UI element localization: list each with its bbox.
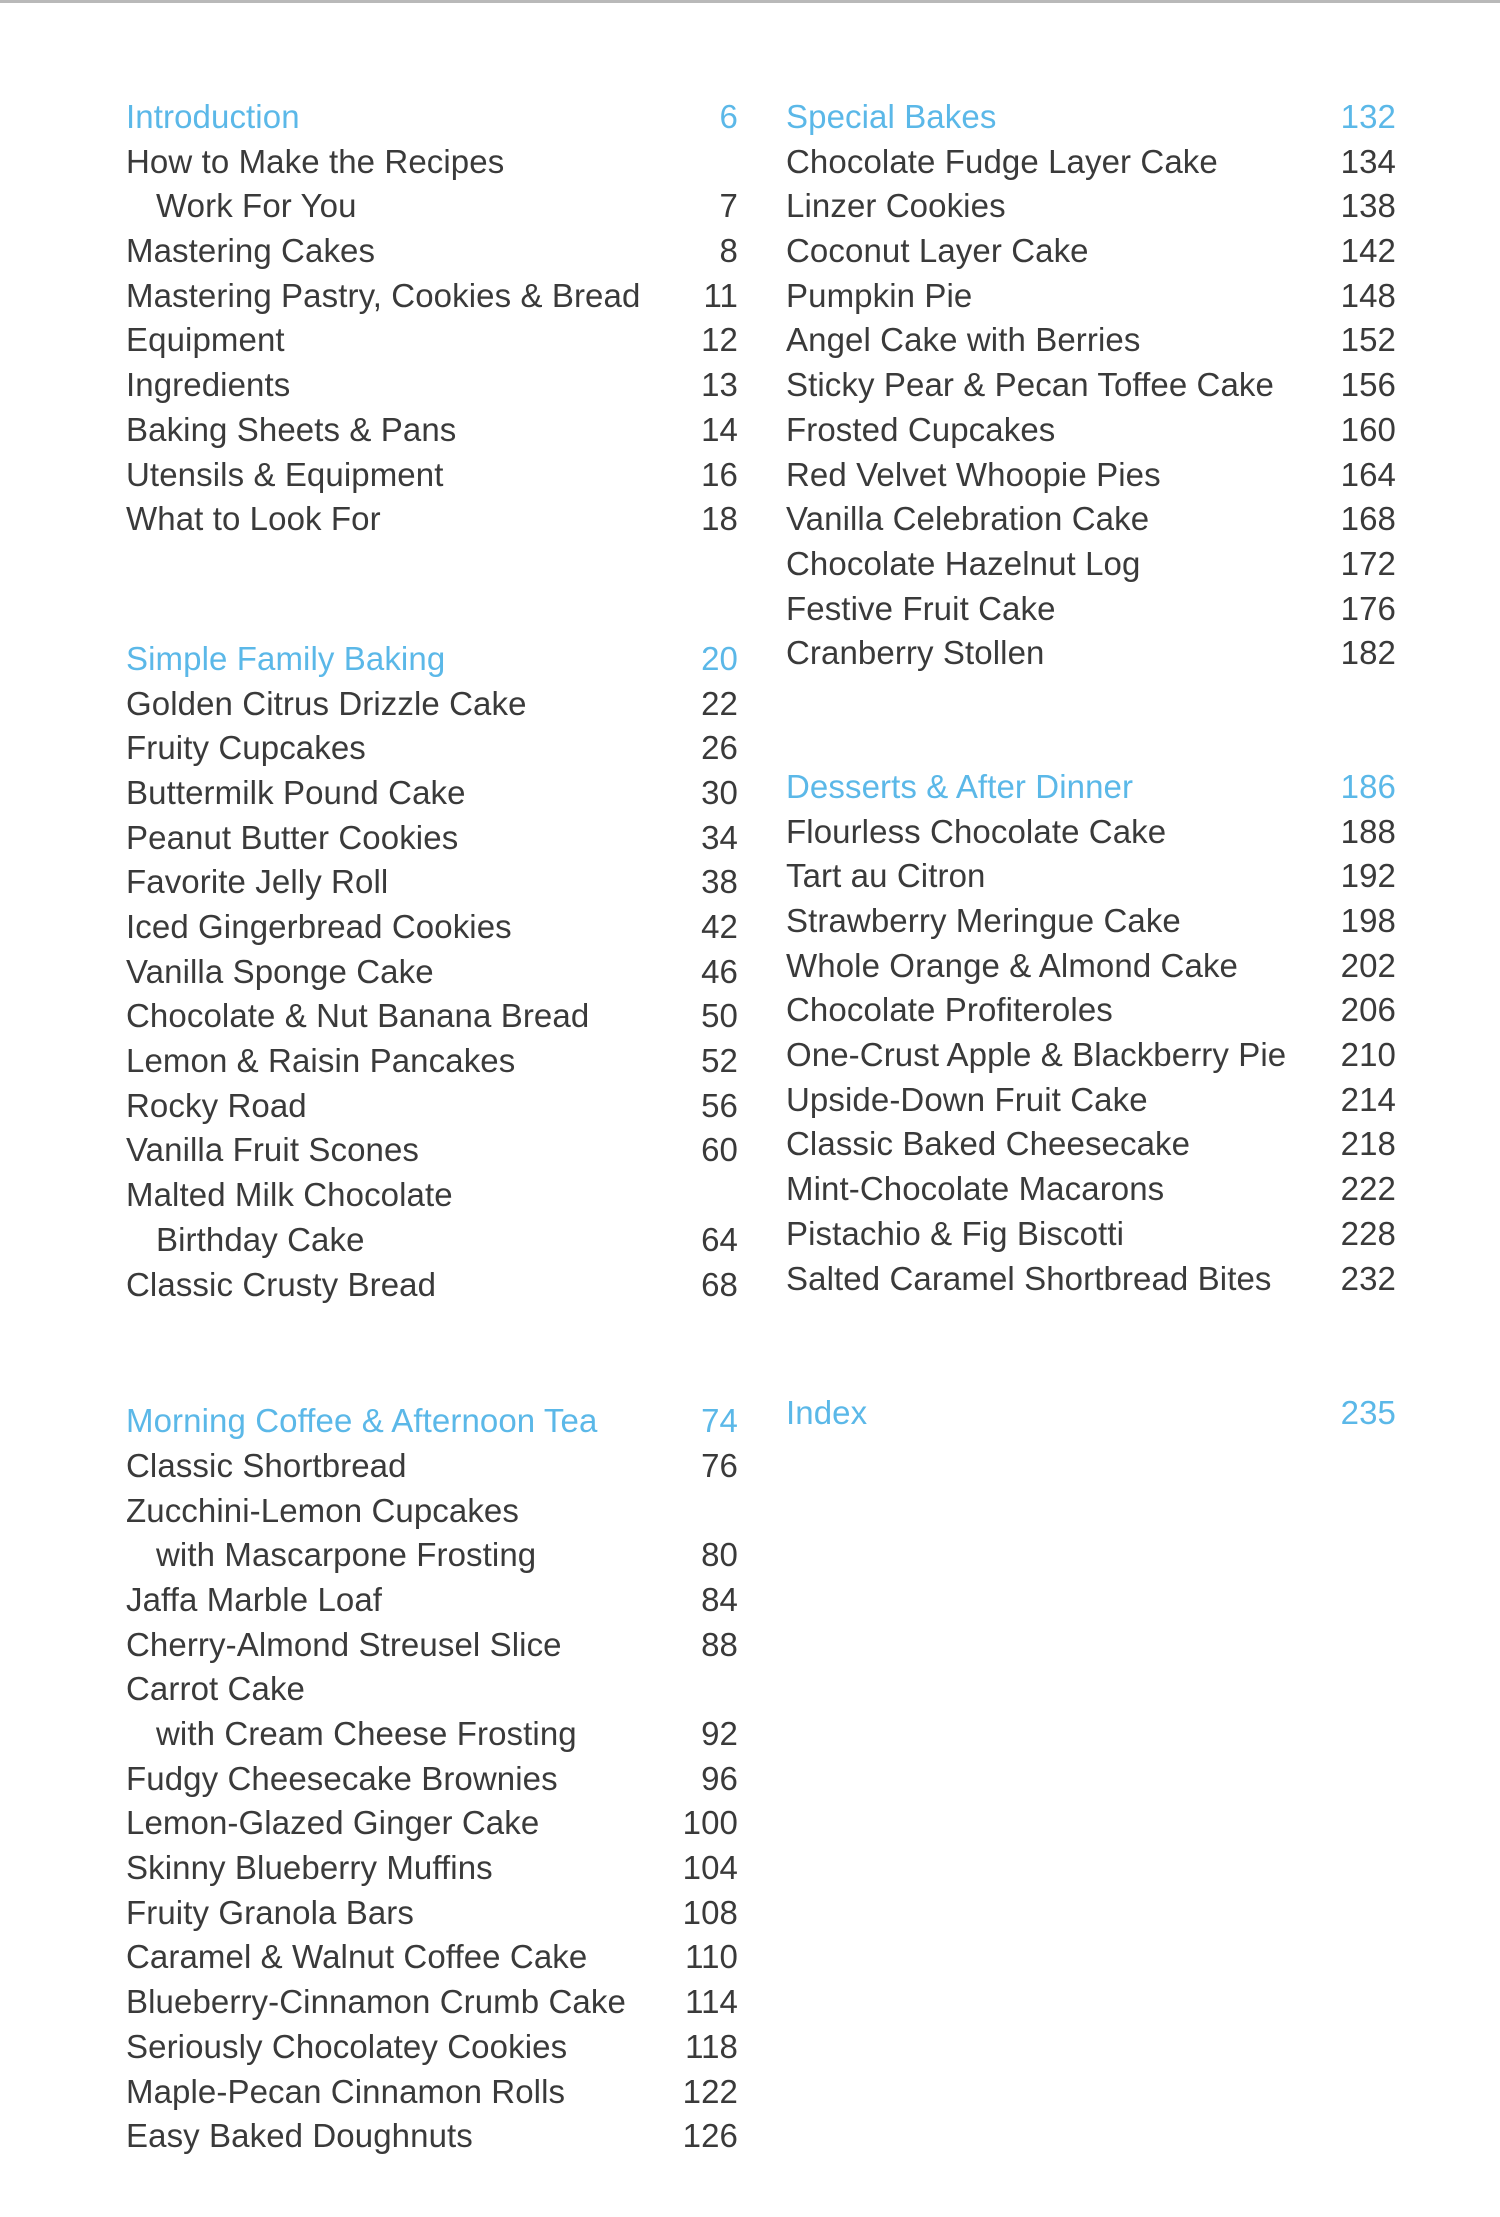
toc-entry-mint-chocolate-macarons — [786, 1167, 1396, 1212]
section-heading-desserts-and-after-dinner — [786, 765, 1396, 810]
toc-entry-baking-sheets-and-pans — [126, 408, 738, 453]
section-heading-introduction — [126, 95, 738, 140]
toc-entry-utensils-and-equipment — [126, 453, 738, 498]
entry-title: Cranberry Stollen — [786, 634, 1045, 672]
toc-entry-zucchini-lemon-cupcakes — [126, 1489, 738, 1534]
entry-title: Caramel & Walnut Coffee Cake — [126, 1938, 588, 1976]
entry-page-number: 42 — [701, 908, 738, 945]
entry-page-number: 50 — [701, 997, 738, 1035]
entry-title: Maple-Pecan Cinnamon Rolls — [126, 2072, 566, 2110]
toc-entry-maple-pecan-cinnamon-rolls — [126, 2070, 738, 2115]
entry-title: Lemon-Glazed Ginger Cake — [126, 1804, 540, 1842]
section-heading-simple-family-baking — [126, 637, 738, 682]
toc-entry-cherry-almond-streusel-slice — [126, 1623, 738, 1668]
entry-title: Easy Baked Doughnuts — [126, 2117, 473, 2155]
entry-title: One-Crust Apple & Blackberry Pie — [786, 1036, 1287, 1074]
entry-page-number: 210 — [1340, 1036, 1396, 1074]
entry-title: How to Make the Recipes — [126, 142, 505, 180]
toc-entry-lemon-and-raisin-pancakes — [126, 1039, 738, 1084]
entry-title: What to Look For — [126, 500, 381, 538]
section-title: Simple Family Baking — [126, 639, 446, 677]
toc-entry-blueberry-cinnamon-crumb-cake — [126, 1980, 738, 2025]
entry-page-number: 13 — [701, 366, 738, 404]
entry-page-number: 100 — [682, 1804, 738, 1842]
toc-entry-whole-orange-and-almond-cake — [786, 944, 1396, 989]
entry-title: Sticky Pear & Pecan Toffee Cake — [786, 366, 1274, 404]
toc-entry-caramel-and-walnut-coffee-cake — [126, 1935, 738, 1980]
toc-entry-mastering-pastry-cookies-and-bread — [126, 274, 738, 319]
entry-page-number: 148 — [1340, 276, 1396, 314]
toc-entry-chocolate-profiteroles — [786, 988, 1396, 1033]
entry-page-number: 182 — [1340, 634, 1396, 672]
entry-page-number: 18 — [701, 500, 738, 538]
toc-entry-flourless-chocolate-cake — [786, 810, 1396, 855]
entry-page-number: 160 — [1340, 410, 1396, 448]
entry-page-number: 168 — [1340, 500, 1396, 538]
toc-entry-salted-caramel-shortbread-bites — [786, 1257, 1396, 1302]
toc-entry-vanilla-fruit-scones — [126, 1128, 738, 1173]
toc-entry-golden-citrus-drizzle-cake — [126, 682, 738, 727]
toc-entry-fruity-cupcakes — [126, 726, 738, 771]
entry-title: Chocolate Fudge Layer Cake — [786, 142, 1218, 180]
entry-page-number: 152 — [1340, 321, 1396, 359]
toc-entry-vanilla-celebration-cake — [786, 497, 1396, 542]
entry-title: Upside-Down Fruit Cake — [786, 1080, 1148, 1118]
entry-title: Linzer Cookies — [786, 187, 1006, 225]
toc-entry-equipment — [126, 318, 738, 363]
entry-title: Equipment — [126, 321, 285, 359]
entry-page-number: 60 — [701, 1131, 738, 1169]
entry-page-number: 38 — [701, 863, 738, 901]
toc-entry-buttermilk-pound-cake — [126, 771, 738, 816]
entry-title: Chocolate Hazelnut Log — [786, 544, 1141, 582]
toc-entry-tart-au-citron — [786, 854, 1396, 899]
entry-page-number: 118 — [685, 2027, 738, 2065]
entry-page-number: 122 — [682, 2072, 738, 2110]
entry-title: Ingredients — [126, 366, 291, 404]
toc-entry-linzer-cookies — [786, 184, 1396, 229]
entry-title: Jaffa Marble Loaf — [126, 1580, 383, 1618]
entry-title: Pumpkin Pie — [786, 276, 973, 314]
entry-page-number: 46 — [701, 952, 738, 990]
entry-page-number: 188 — [1340, 812, 1396, 850]
toc-entry-classic-crusty-bread — [126, 1263, 738, 1308]
section-page-number: 6 — [719, 98, 738, 135]
entry-page-number: 232 — [1340, 1259, 1396, 1297]
toc-entry-festive-fruit-cake — [786, 587, 1396, 632]
toc-entry-pumpkin-pie — [786, 274, 1396, 319]
entry-title: Favorite Jelly Roll — [126, 863, 389, 901]
entry-title: Classic Crusty Bread — [126, 1265, 437, 1303]
entry-title: Vanilla Sponge Cake — [126, 952, 434, 990]
section-heading-special-bakes — [786, 95, 1396, 140]
toc-entry-chocolate-and-nut-banana-bread — [126, 994, 738, 1039]
toc-entry-malted-milk-chocolate — [126, 1173, 738, 1218]
entry-title: Baking Sheets & Pans — [126, 410, 457, 448]
toc-entry-chocolate-fudge-layer-cake — [786, 140, 1396, 185]
entry-title: Blueberry-Cinnamon Crumb Cake — [126, 1983, 626, 2021]
entry-page-number: 108 — [682, 1893, 738, 1931]
entry-page-number: 26 — [701, 729, 738, 767]
toc-section-desserts-and-after-dinner — [786, 765, 1396, 1301]
toc-entry-cranberry-stollen — [786, 631, 1396, 676]
entry-title: Iced Gingerbread Cookies — [126, 908, 512, 945]
toc-right-column — [786, 95, 1396, 1436]
toc-entry-chocolate-hazelnut-log — [786, 542, 1396, 587]
entry-title: Work For You — [156, 187, 357, 225]
toc-entry-angel-cake-with-berries — [786, 318, 1396, 363]
entry-page-number: 206 — [1340, 991, 1396, 1029]
toc-section-special-bakes — [786, 95, 1396, 676]
toc-entry-sticky-pear-and-pecan-toffee-cake — [786, 363, 1396, 408]
toc-entry-ingredients — [126, 363, 738, 408]
toc-entry-jaffa-marble-loaf — [126, 1578, 738, 1623]
section-title: Index — [786, 1394, 868, 1432]
entry-page-number: 96 — [701, 1759, 738, 1797]
toc-section-introduction — [126, 95, 738, 542]
toc-entry-work-for-you — [126, 184, 738, 229]
entry-page-number: 110 — [685, 1938, 738, 1976]
entry-title: Vanilla Fruit Scones — [126, 1131, 420, 1169]
entry-page-number: 68 — [701, 1265, 738, 1303]
entry-title: Strawberry Meringue Cake — [786, 902, 1181, 939]
entry-title: Zucchini-Lemon Cupcakes — [126, 1491, 519, 1529]
entry-title: Birthday Cake — [156, 1220, 365, 1258]
entry-page-number: 12 — [701, 321, 738, 359]
entry-page-number: 84 — [701, 1580, 738, 1618]
toc-section-simple-family-baking — [126, 637, 738, 1307]
toc-entry-skinny-blueberry-muffins — [126, 1846, 738, 1891]
entry-title: Flourless Chocolate Cake — [786, 812, 1167, 850]
toc-entry-birthday-cake — [126, 1218, 738, 1263]
entry-page-number: 16 — [701, 455, 738, 493]
entry-page-number: 176 — [1340, 589, 1396, 627]
toc-entry-lemon-glazed-ginger-cake — [126, 1801, 738, 1846]
toc-section-index — [786, 1391, 1396, 1436]
entry-page-number: 64 — [701, 1220, 738, 1258]
entry-page-number: 202 — [1340, 946, 1396, 984]
section-page-number: 235 — [1340, 1394, 1396, 1432]
entry-title: Classic Shortbread — [126, 1446, 407, 1484]
toc-entry-seriously-chocolatey-cookies — [126, 2025, 738, 2070]
section-title: Introduction — [126, 98, 300, 135]
entry-page-number: 52 — [701, 1042, 738, 1080]
entry-page-number: 8 — [719, 232, 738, 270]
toc-entry-favorite-jelly-roll — [126, 860, 738, 905]
section-title: Morning Coffee & Afternoon Tea — [126, 1402, 598, 1440]
entry-title: Mastering Cakes — [126, 232, 376, 270]
entry-page-number: 218 — [1340, 1125, 1396, 1163]
entry-page-number: 76 — [701, 1446, 738, 1484]
entry-page-number: 198 — [1340, 902, 1396, 939]
entry-title: with Cream Cheese Frosting — [156, 1715, 577, 1752]
entry-page-number: 14 — [701, 410, 738, 448]
toc-entry-strawberry-meringue-cake — [786, 899, 1396, 944]
entry-title: Buttermilk Pound Cake — [126, 773, 466, 811]
entry-page-number: 7 — [719, 187, 738, 225]
entry-title: Chocolate & Nut Banana Bread — [126, 997, 590, 1035]
entry-title: with Mascarpone Frosting — [156, 1536, 537, 1574]
entry-page-number: 172 — [1340, 544, 1396, 582]
toc-entry-carrot-cake — [126, 1667, 738, 1712]
toc-entry-coconut-layer-cake — [786, 229, 1396, 274]
section-title: Special Bakes — [786, 98, 997, 135]
toc-entry-frosted-cupcakes — [786, 408, 1396, 453]
entry-title: Seriously Chocolatey Cookies — [126, 2027, 568, 2065]
toc-entry-classic-baked-cheesecake — [786, 1122, 1396, 1167]
entry-page-number: 192 — [1340, 857, 1396, 895]
entry-page-number: 126 — [682, 2117, 738, 2155]
entry-page-number: 142 — [1340, 232, 1396, 270]
toc-entry-red-velvet-whoopie-pies — [786, 453, 1396, 498]
entry-title: Fruity Cupcakes — [126, 729, 366, 767]
entry-title: Frosted Cupcakes — [786, 410, 1056, 448]
entry-title: Cherry-Almond Streusel Slice — [126, 1625, 562, 1663]
section-page-number: 20 — [701, 639, 738, 677]
section-page-number: 74 — [701, 1402, 738, 1440]
entry-title: Utensils & Equipment — [126, 455, 444, 493]
toc-section-morning-coffee-and-afternoon-tea — [126, 1399, 738, 2159]
entry-title: Coconut Layer Cake — [786, 232, 1089, 270]
entry-title: Peanut Butter Cookies — [126, 818, 459, 856]
entry-page-number: 114 — [685, 1983, 738, 2021]
entry-title: Lemon & Raisin Pancakes — [126, 1042, 516, 1080]
entry-page-number: 22 — [701, 684, 738, 722]
toc-entry-pistachio-and-fig-biscotti — [786, 1212, 1396, 1257]
entry-page-number: 164 — [1340, 455, 1396, 493]
entry-title: Vanilla Celebration Cake — [786, 500, 1150, 538]
entry-page-number: 92 — [701, 1715, 738, 1752]
toc-entry-fudgy-cheesecake-brownies — [126, 1757, 738, 1802]
entry-title: Salted Caramel Shortbread Bites — [786, 1259, 1272, 1297]
section-heading-index — [786, 1391, 1396, 1436]
toc-entry-one-crust-apple-and-blackberry-pie — [786, 1033, 1396, 1078]
entry-title: Festive Fruit Cake — [786, 589, 1056, 627]
entry-title: Carrot Cake — [126, 1670, 305, 1708]
entry-title: Chocolate Profiteroles — [786, 991, 1113, 1029]
toc-entry-iced-gingerbread-cookies — [126, 905, 738, 950]
section-heading-morning-coffee-and-afternoon-tea — [126, 1399, 738, 1444]
entry-title: Mastering Pastry, Cookies & Bread — [126, 276, 641, 314]
entry-title: Golden Citrus Drizzle Cake — [126, 684, 527, 722]
entry-page-number: 134 — [1340, 142, 1396, 180]
toc-entry-what-to-look-for — [126, 497, 738, 542]
entry-title: Malted Milk Chocolate — [126, 1176, 453, 1214]
toc-entry-how-to-make-the-recipes — [126, 140, 738, 185]
toc-entry-easy-baked-doughnuts — [126, 2114, 738, 2159]
toc-entry-peanut-butter-cookies — [126, 816, 738, 861]
entry-title: Tart au Citron — [786, 857, 986, 895]
entry-title: Classic Baked Cheesecake — [786, 1125, 1191, 1163]
entry-title: Skinny Blueberry Muffins — [126, 1849, 493, 1887]
entry-page-number: 56 — [701, 1086, 738, 1124]
toc-left-column — [126, 95, 738, 2159]
toc-entry-upside-down-fruit-cake — [786, 1078, 1396, 1123]
entry-title: Rocky Road — [126, 1086, 307, 1124]
toc-entry-classic-shortbread — [126, 1444, 738, 1489]
entry-page-number: 138 — [1340, 187, 1396, 225]
entry-page-number: 11 — [703, 276, 738, 314]
entry-page-number: 222 — [1340, 1170, 1396, 1208]
entry-title: Fudgy Cheesecake Brownies — [126, 1759, 558, 1797]
entry-title: Whole Orange & Almond Cake — [786, 946, 1238, 984]
entry-title: Red Velvet Whoopie Pies — [786, 455, 1161, 493]
entry-title: Pistachio & Fig Biscotti — [786, 1214, 1125, 1252]
entry-page-number: 156 — [1340, 366, 1396, 404]
entry-page-number: 88 — [701, 1625, 738, 1663]
entry-page-number: 80 — [701, 1536, 738, 1574]
entry-page-number: 30 — [701, 773, 738, 811]
toc-entry-vanilla-sponge-cake — [126, 950, 738, 995]
toc-entry-rocky-road — [126, 1084, 738, 1129]
entry-page-number: 228 — [1340, 1214, 1396, 1252]
section-title: Desserts & After Dinner — [786, 767, 1134, 805]
entry-title: Angel Cake with Berries — [786, 321, 1141, 359]
section-page-number: 132 — [1340, 98, 1396, 135]
toc-entry-fruity-granola-bars — [126, 1891, 738, 1936]
entry-page-number: 214 — [1340, 1080, 1396, 1118]
entry-title: Mint-Chocolate Macarons — [786, 1170, 1165, 1208]
entry-page-number: 104 — [682, 1849, 738, 1887]
toc-entry-mastering-cakes — [126, 229, 738, 274]
section-page-number: 186 — [1340, 767, 1396, 805]
entry-title: Fruity Granola Bars — [126, 1893, 414, 1931]
toc-entry-with-mascarpone-frosting — [126, 1533, 738, 1578]
entry-page-number: 34 — [701, 818, 738, 856]
toc-entry-with-cream-cheese-frosting — [126, 1712, 738, 1757]
